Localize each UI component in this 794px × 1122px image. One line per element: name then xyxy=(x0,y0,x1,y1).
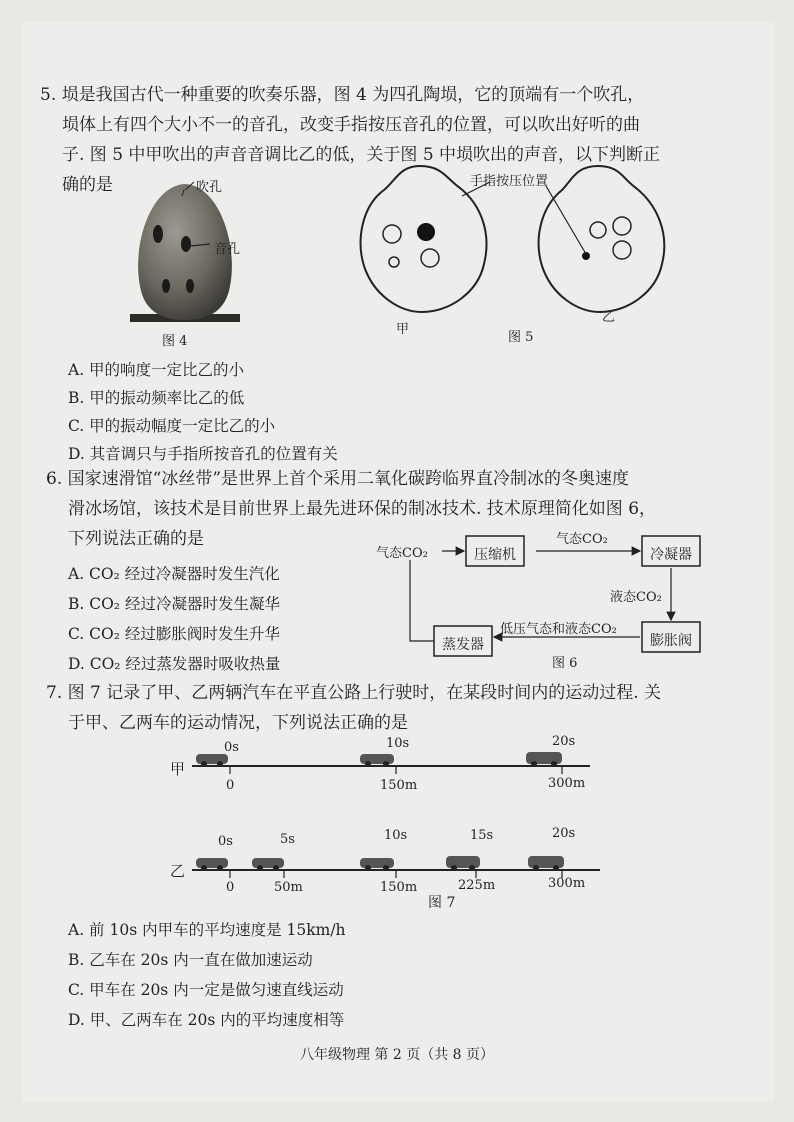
fig6-condenser: 冷凝器 xyxy=(650,547,692,563)
yi-time-2: 10s xyxy=(384,828,408,843)
fig7-yi-label: 乙 xyxy=(170,862,186,880)
fig6-caption: 图 6 xyxy=(552,656,578,671)
jia-time-0: 0s xyxy=(224,740,239,755)
page-footer: 八年级物理 第 2 页（共 8 页） xyxy=(299,1047,495,1063)
q7-line2: 于甲、乙两车的运动情况，下列说法正确的是 xyxy=(68,713,408,733)
fig5-jia-label: 甲 xyxy=(396,322,410,337)
yi-time-1: 5s xyxy=(280,832,295,847)
q5-line2: 埙体上有四个大小不一的音孔，改变手指按压音孔的位置，可以吹出好听的曲 xyxy=(62,115,640,135)
fig4-caption: 图 4 xyxy=(162,334,188,349)
q5-option-d: D. 其音调只与手指所按音孔的位置有关 xyxy=(68,445,338,463)
fig6-liquid-label: 液态CO₂ xyxy=(610,590,662,605)
fig6-evaporator: 蒸发器 xyxy=(442,637,484,653)
yi-dist-0: 0 xyxy=(226,880,235,895)
jia-dist-0: 0 xyxy=(226,778,235,793)
fig7-caption: 图 7 xyxy=(428,895,456,911)
fig6-expansion: 膨胀阀 xyxy=(650,633,692,649)
q6-option-c: C. CO₂ 经过膨胀阀时发生升华 xyxy=(68,625,280,643)
q5-option-a: A. 甲的响度一定比乙的小 xyxy=(68,361,245,379)
q7-option-a: A. 前 10s 内甲车的平均速度是 15km/h xyxy=(68,921,346,939)
fig6-compressor: 压缩机 xyxy=(474,547,516,563)
car-icon xyxy=(446,856,480,871)
fig6-gas-label: 气态CO₂ xyxy=(556,532,608,547)
figure-4-ocarina xyxy=(110,176,290,356)
q6-option-d: D. CO₂ 经过蒸发器时吸收热量 xyxy=(68,655,281,673)
yi-dist-3: 225m xyxy=(458,878,496,893)
ocarina-yi-outline xyxy=(539,166,665,312)
yi-dist-4: 300m xyxy=(548,876,586,891)
fig7-jia-label: 甲 xyxy=(170,760,186,778)
fig6-mixed-label: 低压气态和液态CO₂ xyxy=(500,622,617,637)
jia-time-2: 20s xyxy=(552,734,576,749)
q5-option-c: C. 甲的振动幅度一定比乙的小 xyxy=(68,417,276,435)
q5-line4: 确的是 xyxy=(62,175,113,195)
fig6-gas-in: 气态CO₂ xyxy=(376,546,428,561)
yi-time-0: 0s xyxy=(218,834,233,849)
fig5-press-label: 手指按压位置 xyxy=(470,174,549,189)
fig4-tonehole-label: 音孔 xyxy=(214,242,241,257)
q6-option-a: A. CO₂ 经过冷凝器时发生汽化 xyxy=(68,565,280,583)
yi-time-4: 20s xyxy=(552,826,576,841)
q7-option-c: C. 甲车在 20s 内一定是做匀速直线运动 xyxy=(68,981,344,999)
q6-line3: 下列说法正确的是 xyxy=(68,529,204,549)
jia-time-1: 10s xyxy=(386,736,410,751)
q7-option-d: D. 甲、乙两车在 20s 内的平均速度相等 xyxy=(68,1011,345,1029)
jia-dist-1: 150m xyxy=(380,778,418,793)
yi-dist-2: 150m xyxy=(380,880,418,895)
q5-line3: 子. 图 5 中甲吹出的声音音调比乙的低，关于图 5 中埙吹出的声音，以下判断正 xyxy=(62,145,661,165)
q6-line2: 滑冰场馆，该技术是目前世界上最先进环保的制冰技术. 技术原理简化如图 6， xyxy=(68,499,657,519)
q6-option-b: B. CO₂ 经过冷凝器时发生凝华 xyxy=(68,595,280,613)
yi-dist-1: 50m xyxy=(274,880,303,895)
q6-line1: 6. 国家速滑馆“冰丝带”是世界上首个采用二氧化碳跨临界直冷制冰的冬奥速度 xyxy=(46,469,630,489)
q7-line1: 7. 图 7 记录了甲、乙两辆汽车在平直公路上行驶时，在某段时间内的运动过程. 关 xyxy=(46,683,662,703)
q7-option-b: B. 乙车在 20s 内一直在做加速运动 xyxy=(68,951,313,969)
car-icon xyxy=(528,856,564,871)
fig4-blowhole-label: 吹孔 xyxy=(196,180,223,195)
fig5-caption: 图 5 xyxy=(508,330,534,345)
q5-option-b: B. 甲的振动频率比乙的低 xyxy=(68,389,245,407)
q5-line1: 5. 埙是我国古代一种重要的吹奏乐器，图 4 为四孔陶埙，它的顶端有一个吹孔， xyxy=(40,85,645,105)
car-icon xyxy=(526,752,562,767)
yi-time-3: 15s xyxy=(470,828,494,843)
fig5-yi-label: 乙 xyxy=(602,310,616,325)
jia-dist-2: 300m xyxy=(548,776,586,791)
